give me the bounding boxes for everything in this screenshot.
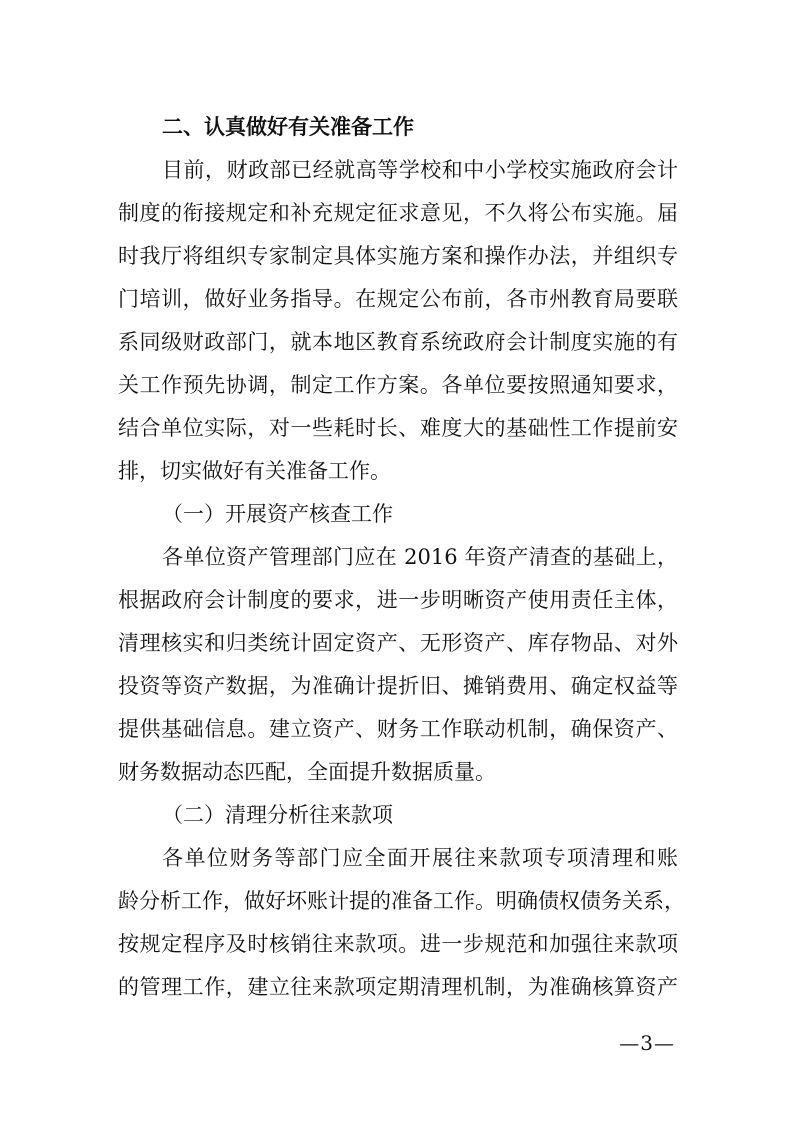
paragraph-asset-check (118, 536, 678, 794)
text-line: 清理核实和归类统计固定资产、无形资产、库存物品、对外 (118, 631, 678, 655)
document-body (118, 106, 685, 1009)
text-line: 龄分析工作，做好坏账计提的准备工作。明确债权债务关系， (118, 889, 685, 913)
text-line: 提供基础信息。建立资产、财务工作联动机制，确保资产、 (118, 717, 678, 741)
text-line: 门培训，做好业务指导。在规定公布前，各市州教育局要联 (118, 287, 678, 311)
text-line: 时我厅将组织专家制定具体实施方案和操作办法，并组织专 (118, 244, 678, 268)
subsection-heading-receivables: （二）清理分析往来款项 (162, 803, 393, 827)
text-line: 关工作预先协调，制定工作方案。各单位要按照通知要求， (118, 373, 678, 397)
text-line: 按规定程序及时核销往来款项。进一步规范和加强往来款项 (118, 932, 678, 956)
text-line: 制度的衔接规定和补充规定征求意见，不久将公布实施。届 (118, 201, 678, 225)
page-number: —3— (619, 1031, 675, 1055)
text-line: 各单位资产管理部门应在 2016 年资产清查的基础上， (162, 545, 678, 569)
section-heading: 二、认真做好有关准备工作 (162, 115, 414, 139)
text-line: 各单位财务等部门应全面开展往来款项专项清理和账 (162, 846, 678, 870)
subsection-heading-asset-check: （一）开展资产核查工作 (162, 502, 393, 526)
text-line: 根据政府会计制度的要求，进一步明晰资产使用责任主体， (118, 588, 678, 612)
text-line: 投资等资产数据，为准确计提折旧、摊销费用、确定权益等 (118, 674, 678, 698)
text-line: 系同级财政部门，就本地区教育系统政府会计制度实施的有 (118, 330, 678, 354)
text-line: 财务数据动态匹配，全面提升数据质量。 (118, 760, 496, 784)
text-line: 的管理工作，建立往来款项定期清理机制，为准确核算资产 (118, 975, 678, 999)
text-line: 结合单位实际，对一些耗时长、难度大的基础性工作提前安 (118, 416, 678, 440)
text-line: 目前，财政部已经就高等学校和中小学校实施政府会计 (162, 158, 678, 182)
paragraph-preparation (118, 149, 678, 493)
text-line: 排，切实做好有关准备工作。 (118, 459, 391, 483)
paragraph-receivables (118, 837, 685, 1009)
